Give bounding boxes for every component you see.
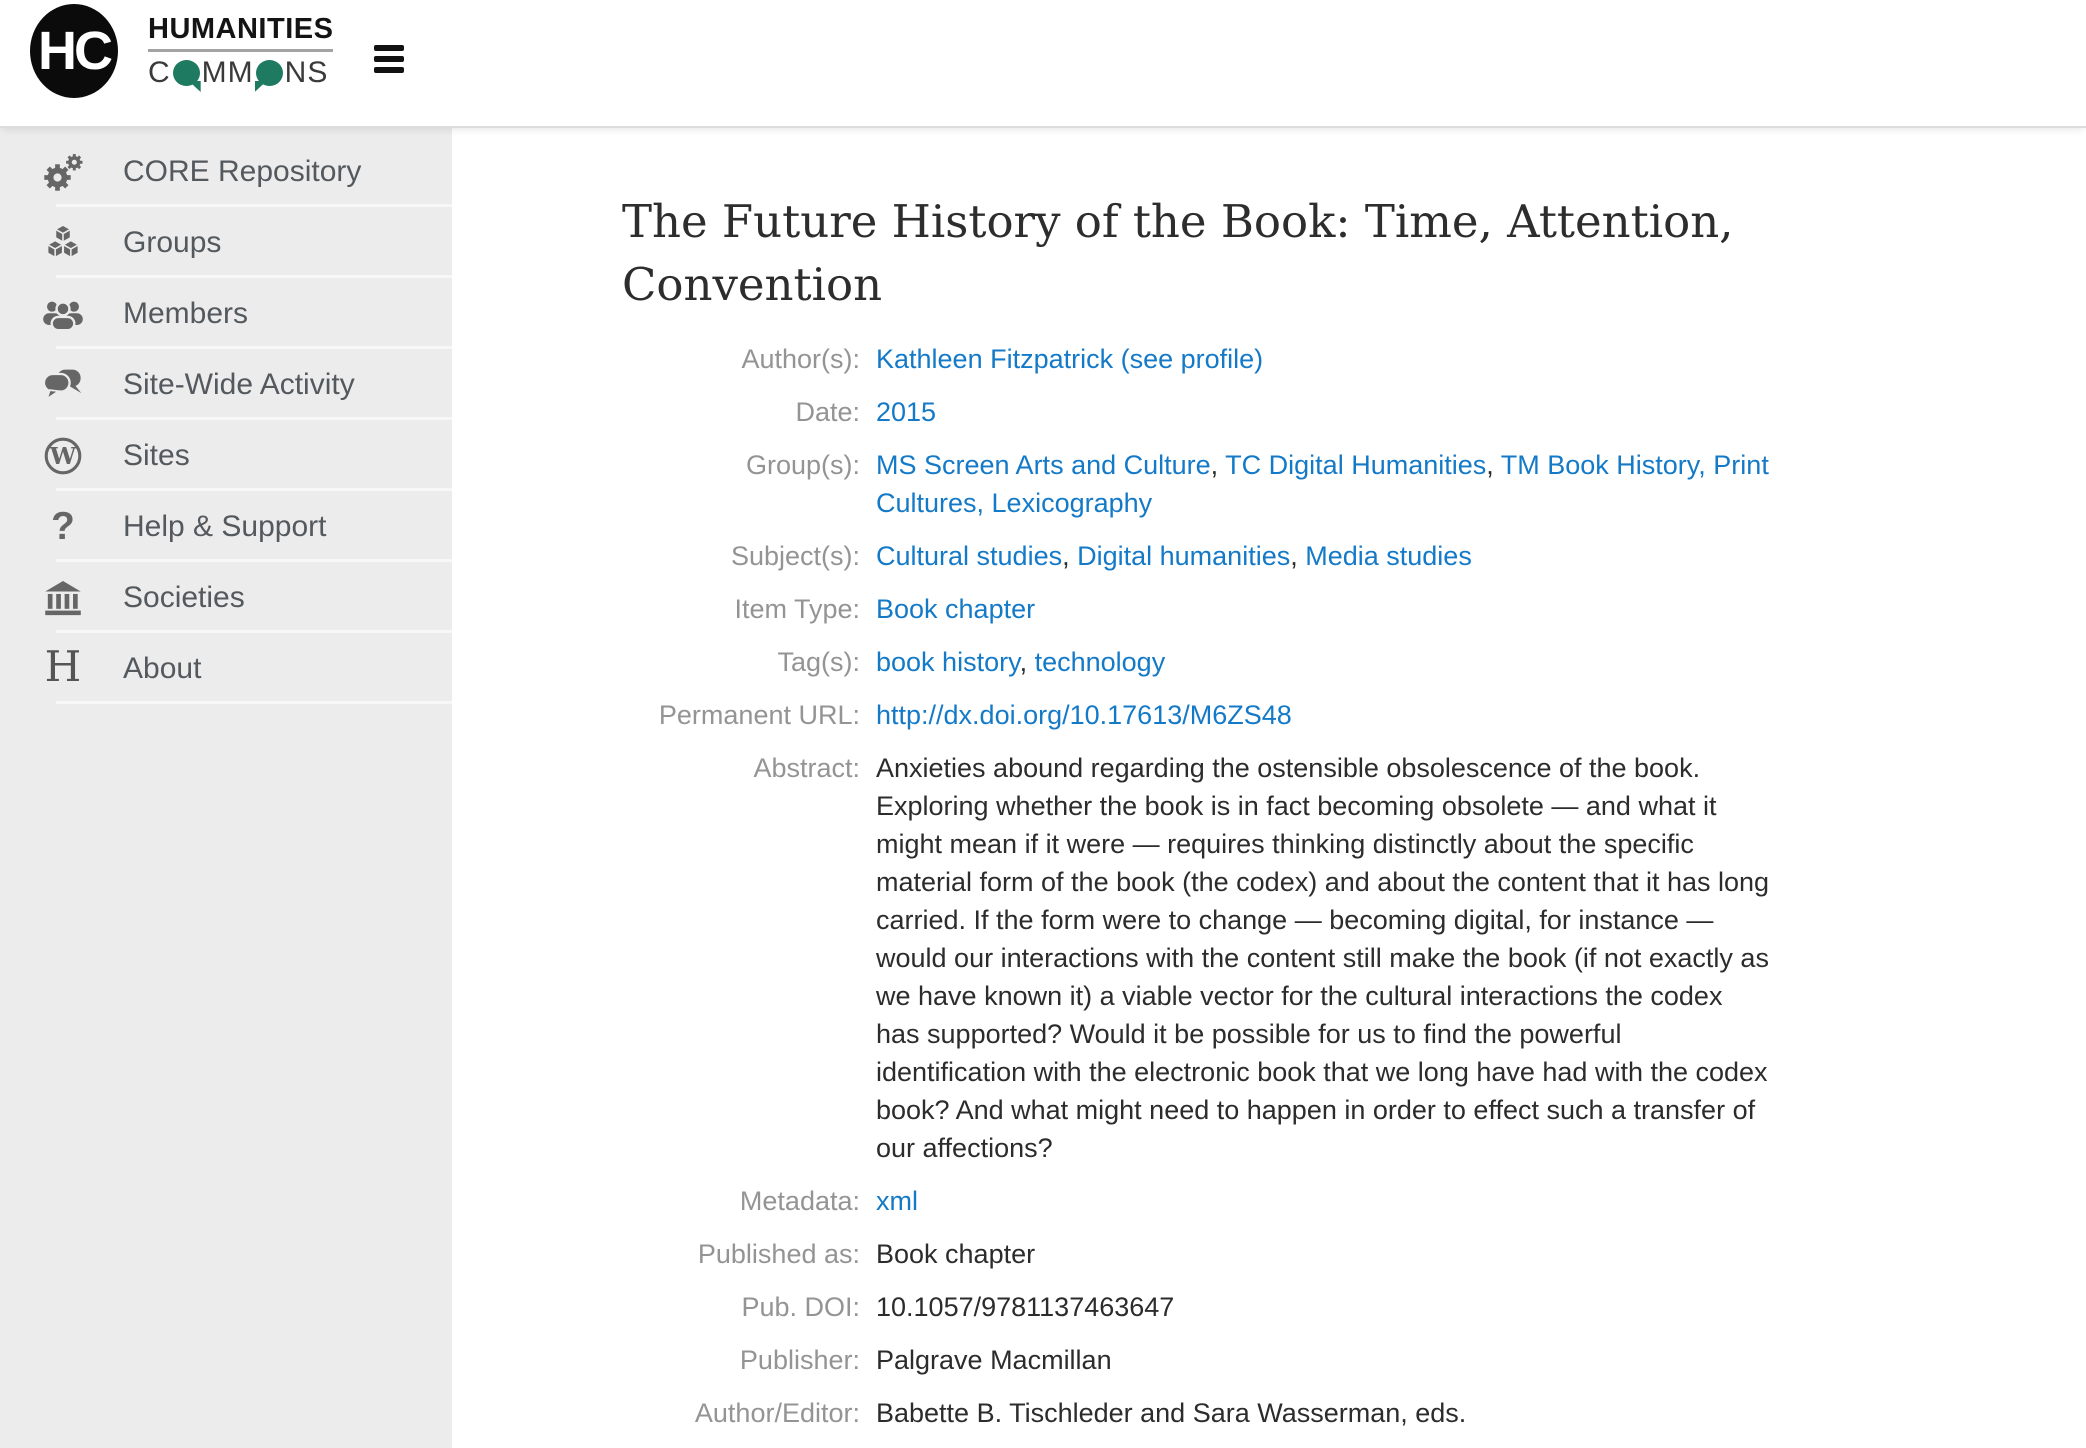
brand-line2-text: NS [284,56,329,89]
field-label: Tag(s): [777,647,860,677]
separator: , [1062,541,1078,571]
field-value-abstract: Anxieties abound regarding the ostensible obsolescence of the book. Exploring whether the book is in fact becoming obsolete — and what it might mean if it were — requires thinking distinctly about the specific material form of the book (the codex) and about the content that it has long carried. If the form were to change — becoming digital, for instance — would our interactions with the content still make the book (if not exactly as we have known it) a viable vector for the cultural interactions the codex has supported? Would it be possible for us to find the powerful identification with the electronic book that we long have had with the codex book? And what might need to happen in order to effect such a transfer of our affections? [876,753,1770,1163]
author-link[interactable]: Kathleen Fitzpatrick (see profile) [876,344,1264,374]
sidebar-item-label: CORE Repository [123,154,362,188]
bank-icon [41,576,85,620]
field-value [876,537,1771,575]
field-label: Item Type: [734,594,860,624]
sidebar-item-core-repository[interactable] [0,136,452,207]
top-header [0,0,2086,128]
field-label: Date: [795,397,860,427]
field-label: Group(s): [745,450,860,480]
sidebar-nav-list [0,136,452,704]
separator: , [1290,541,1306,571]
sidebar-item-label: About [123,651,202,685]
field-value: 10.1057/9781137463647 [876,1292,1175,1322]
group-link[interactable]: TC Digital Humanities [1225,450,1487,480]
brand-line2-text: C [148,56,171,89]
people-icon [41,292,85,336]
tag-link[interactable]: book history [876,647,1020,677]
subject-link[interactable]: Digital humanities [1077,541,1291,571]
sidebar-item-label: Groups [123,225,222,259]
field-label: Metadata: [739,1186,860,1216]
sidebar-item-site-wide-activity[interactable] [0,349,452,420]
field-label: Published as: [697,1239,860,1269]
sidebar-item-label: Sites [123,438,190,472]
sidebar-item-sites[interactable] [0,420,452,491]
field-label: Subject(s): [730,541,860,571]
field-row-permanent-url [622,696,2046,734]
permanent-url-link[interactable]: http://dx.doi.org/10.17613/M6ZS48 [876,700,1292,730]
group-link[interactable]: TM Book History, Print Cultures, Lexicography [876,450,1769,518]
field-value: Palgrave Macmillan [876,1345,1112,1375]
group-link[interactable]: MS Screen Arts and Culture [876,450,1211,480]
field-value [876,446,1771,522]
field-label: Permanent URL: [658,700,860,730]
gears-icon [41,150,85,194]
sidebar-item-societies[interactable] [0,562,452,633]
speech-bubble-o-icon [256,60,283,86]
field-row-metadata [622,1182,2046,1220]
brand-line1: HUMANITIES [148,13,334,45]
separator: , [1486,450,1501,480]
tag-link[interactable]: technology [1034,647,1166,677]
field-value [876,696,1771,734]
sidebar-item-label: Members [123,296,249,330]
field-row-authors [622,340,2046,378]
field-value [876,340,1771,378]
hc-logo[interactable] [30,4,118,98]
field-row-pub-doi [622,1288,2046,1326]
field-value: Book chapter [876,1239,1036,1269]
sidebar-item-about[interactable] [0,633,452,704]
brand-wordmark[interactable] [148,13,333,90]
subject-link[interactable]: Cultural studies [876,541,1063,571]
item-title: The Future History of the Book: Time, Attention, Convention [622,195,1734,311]
field-row-publisher [622,1341,2046,1379]
field-row-tags [622,643,2046,681]
menu-toggle-button[interactable] [374,45,404,73]
field-row-author-editor [622,1394,2046,1432]
sidebar-item-help-support[interactable] [0,491,452,562]
separator: , [1019,647,1035,677]
field-row-item-type [622,590,2046,628]
sidebar-item-members[interactable] [0,278,452,349]
field-label: Pub. DOI: [741,1292,860,1322]
h-icon [41,647,85,691]
hamburger-icon [374,45,404,51]
field-value [876,393,1771,431]
metadata-xml-link[interactable]: xml [876,1186,918,1216]
field-row-published-as [622,1235,2046,1273]
brand-line2-text: MM [201,56,254,89]
sidebar-item-label: Societies [123,580,245,614]
question-icon [41,505,85,549]
main-content [452,128,2086,1448]
date-link[interactable]: 2015 [876,397,937,427]
field-value [876,1182,1771,1220]
field-row-abstract [622,749,2046,1167]
field-value: Babette B. Tischleder and Sara Wasserman, eds. [876,1398,1467,1428]
subject-link[interactable]: Media studies [1305,541,1472,571]
hc-logo-initials: HC [38,21,110,81]
field-value [876,590,1771,628]
wordpress-icon [41,434,85,478]
field-label: Author/Editor: [694,1398,860,1428]
field-value [876,643,1771,681]
item-type-link[interactable]: Book chapter [876,594,1036,624]
sidebar-item-label: Site-Wide Activity [123,367,355,401]
speech-bubbles-icon [41,363,85,407]
cubes-icon [41,221,85,265]
field-label: Author(s): [741,344,860,374]
sidebar-item-groups[interactable] [0,207,452,278]
field-label: Abstract: [753,753,860,783]
brand-divider [148,49,333,52]
brand-line2 [148,56,333,90]
field-row-groups [622,446,2046,522]
sidebar [0,128,452,1448]
field-row-subjects [622,537,2046,575]
separator: , [1210,450,1226,480]
sidebar-item-label: Help & Support [123,509,327,543]
field-label: Publisher: [739,1345,860,1375]
speech-bubble-o-icon [173,60,200,86]
field-row-date [622,393,2046,431]
